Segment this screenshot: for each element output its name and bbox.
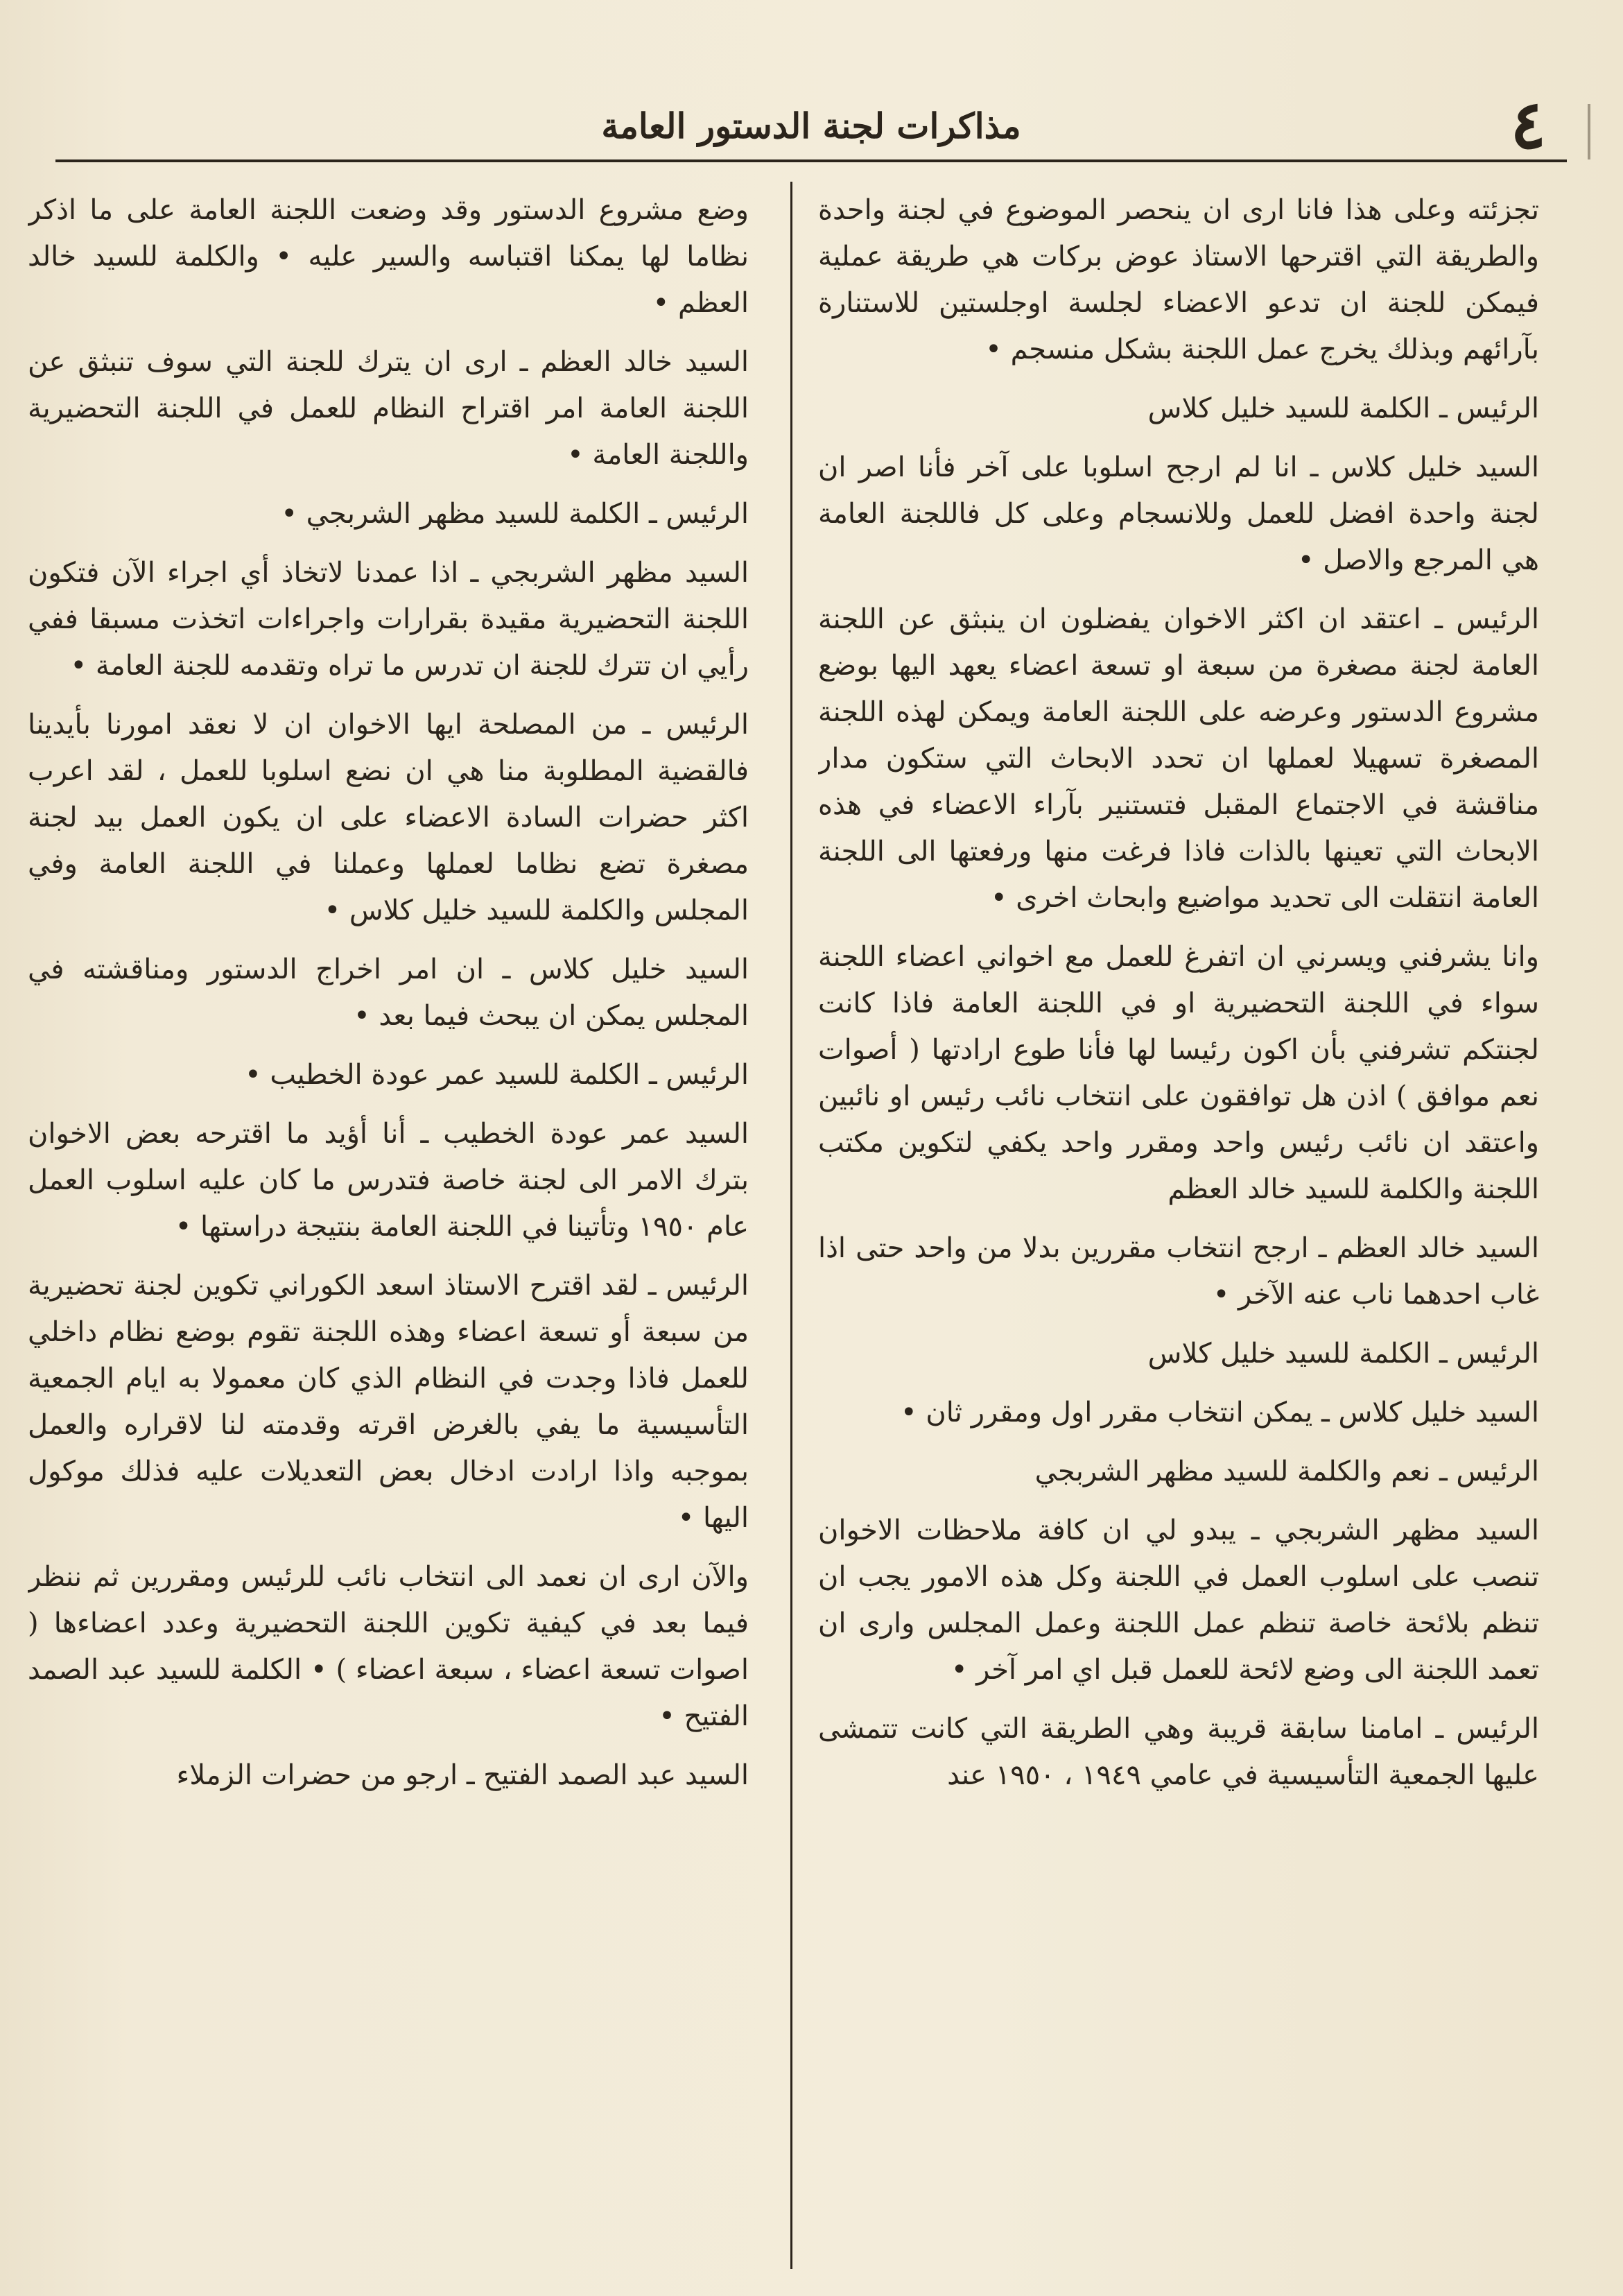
paragraph: الرئيس ـ نعم والكلمة للسيد مظهر الشربجي xyxy=(1034,1456,1539,1487)
column-divider xyxy=(790,182,792,2269)
paragraph: السيد خالد العظم ـ ارى ان يترك للجنة التي سوف تنبثق عن اللجنة العامة امر اقتراح النظام للعمل في اللجنة التحضيرية واللجنة العامة • xyxy=(28,346,749,471)
paragraph: السيد مظهر الشربجي ـ اذا عمدنا لاتخاذ أي اجراء الآن فتكون اللجنة التحضيرية مقيدة بقرارات واجراءات اتخذت مسبقا ففي رأيي ان تترك للجنة ان تدرس ما تراه وتقدمه للجنة العامة • xyxy=(28,557,749,682)
paragraph: الرئيس ـ الكلمة للسيد خليل كلاس xyxy=(1147,1338,1539,1370)
paragraph: الرئيس ـ لقد اقترح الاستاذ اسعد الكوراني تكوين لجنة تحضيرية من سبعة أو تسعة اعضاء وهذه اللجنة تقوم بوضع نظام داخلي للعمل فاذا وجدت في النظام الذي كان معمولا به ايام الجمعية التأسيسية ما يفي بالغرض اقرته وقدمته لنا لاقراره والعمل بموجبه واذا ارادت ادخال بعض التعديلات عليه فذلك موكول اليها • xyxy=(28,1270,749,1534)
header-rule xyxy=(55,159,1567,162)
page-number: ٤ xyxy=(1510,85,1546,164)
paragraph: السيد مظهر الشربجي ـ يبدو لي ان كافة ملاحظات الاخوان تنصب على اسلوب العمل في اللجنة وكل هذه الامور يجب ان تنظم بلائحة خاصة تنظم عمل اللجنة وعمل المجلس وارى ان تعمد اللجنة الى وضع لائحة للعمل قبل اي امر آخر • xyxy=(818,1514,1539,1686)
paragraph: وضع مشروع الدستور وقد وضعت اللجنة العامة على ما اذكر نظاما لها يمكنا اقتباسه والسير عليه • والكلمة للسيد خالد العظم • xyxy=(28,194,749,319)
left-column xyxy=(28,187,749,2261)
paragraph: الرئيس ـ من المصلحة ايها الاخوان ان لا نعقد امورنا بأيدينا فالقضية المطلوبة منا هي ان نضع اسلوبا للعمل ، لقد اعرب اكثر حضرات السادة الاعضاء على ان يكون العمل بيد لجنة مصغرة تضع نظاما لعملها وعملنا في اللجنة العامة وفي المجلس والكلمة للسيد خليل كلاس • xyxy=(28,709,749,926)
paragraph: السيد خليل كلاس ـ ان امر اخراج الدستور ومناقشته في المجلس يمكن ان يبحث فيما بعد • xyxy=(28,953,749,1032)
paragraph: السيد خليل كلاس ـ يمكن انتخاب مقرر اول ومقرر ثان • xyxy=(901,1397,1539,1428)
paragraph: السيد خالد العظم ـ ارجح انتخاب مقررين بدلا من واحد حتى اذا غاب احدهما ناب عنه الآخر • xyxy=(818,1232,1539,1311)
page-edge-mark xyxy=(1588,104,1618,159)
paragraph: الرئيس ـ الكلمة للسيد عمر عودة الخطيب • xyxy=(245,1059,749,1091)
right-column xyxy=(818,187,1539,2261)
paragraph: تجزئته وعلى هذا فانا ارى ان ينحصر الموضوع في لجنة واحدة والطريقة التي اقترحها الاستاذ عوض بركات هي طريقة عملية فيمكن للجنة ان تدعو الاعضاء لجلسة اوجلستين للاستنارة بآرائهم وبذلك يخرج عمل اللجنة بشكل منسجم • xyxy=(818,194,1539,365)
paragraph: الرئيس ـ الكلمة للسيد مظهر الشربجي • xyxy=(281,498,749,530)
paragraph: الرئيس ـ الكلمة للسيد خليل كلاس xyxy=(1147,392,1539,424)
paragraph: السيد عمر عودة الخطيب ـ أنا أؤيد ما اقترحه بعض الاخوان بترك الامر الى لجنة خاصة فتدرس ما كان عليه اسلوب العمل عام ١٩٥٠ وتأتينا في اللجنة العامة بنتيجة دراستها • xyxy=(28,1118,749,1243)
paragraph: والآن ارى ان نعمد الى انتخاب نائب للرئيس ومقررين ثم ننظر فيما بعد في كيفية تكوين اللجنة التحضيرية وعدد اعضاءها ( اصوات تسعة اعضاء ، سبعة اعضاء ) • الكلمة للسيد عبد الصمد الفتيح • xyxy=(28,1561,749,1732)
paragraph: السيد خليل كلاس ـ انا لم ارجح اسلوبا على آخر فأنا اصر ان لجنة واحدة افضل للعمل وللانسجام وعلى كل فاللجنة العامة هي المرجع والاصل • xyxy=(818,451,1539,576)
page-header xyxy=(49,85,1574,164)
running-title: مذاكرات لجنة الدستور العامة xyxy=(601,105,1021,146)
paragraph: الرئيس ـ امامنا سابقة قريبة وهي الطريقة التي كانت تتمشى عليها الجمعية التأسيسية في عامي ١٩٤٩ ، ١٩٥٠ عند xyxy=(818,1713,1539,1791)
paragraph: وانا يشرفني ويسرني ان اتفرغ للعمل مع اخواني اعضاء اللجنة سواء في اللجنة التحضيرية او في اللجنة العامة فاذا كانت لجنتكم تشرفني بأن اكون رئيسا لها فأنا طوع ارادتها ( أصوات نعم موافق ) اذن هل توافقون على انتخاب نائب رئيس او نائبين واعتقد ان نائب رئيس واحد ومقرر واحد يكفي لتكوين مكتب اللجنة والكلمة للسيد خالد العظم xyxy=(818,941,1539,1205)
paragraph: الرئيس ـ اعتقد ان اكثر الاخوان يفضلون ان ينبثق عن اللجنة العامة لجنة مصغرة من سبعة او تسعة اعضاء يعهد اليها بوضع مشروع الدستور وعرضه على اللجنة العامة ويمكن لهذه اللجنة المصغرة تسهيلا لعملها ان تحدد الابحاث التي ستكون مدار مناقشة في الاجتماع المقبل فتستنير بآراء الاعضاء في هذه الابحاث التي تعينها بالذات فاذا فرغت منها ورفعتها الى اللجنة العامة انتقلت الى تحديد مواضيع وابحاث اخرى • xyxy=(818,603,1539,914)
paragraph: السيد عبد الصمد الفتيح ـ ارجو من حضرات الزملاء xyxy=(176,1759,749,1791)
